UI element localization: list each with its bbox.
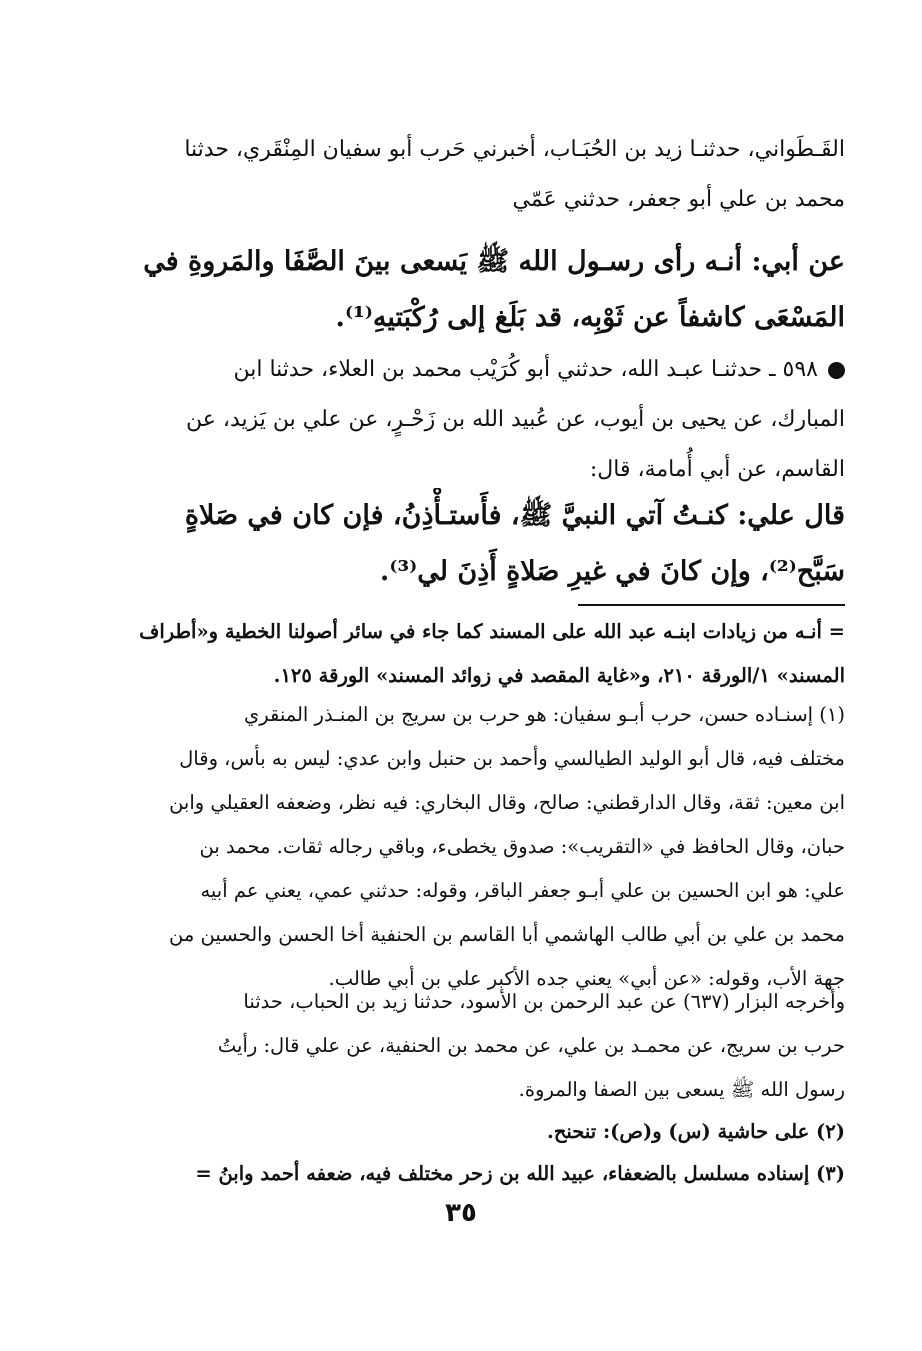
footnote-line: المسند» ١/الورقة ٢١٠، و«غاية المقصد في زوائد المسند» الورقة ١٢٥. xyxy=(273,664,845,687)
footnote-line: (٢) على حاشية (س) و(ص): تنحنح. xyxy=(547,1120,845,1143)
text-line: القاسم، عن أبي أُمامة، قال: xyxy=(589,457,845,482)
text-line: المَسْعَى كاشفاً عن ثَوْبِه، قد بَلَغ إلى رُكْبَتيهِ⁽¹⁾. xyxy=(335,302,845,333)
footnote-line: مختلف فيه، قال أبو الوليد الطيالسي وأحمد بن حنبل وابن عدي: ليس به بأس، وقال xyxy=(179,747,845,770)
footnote-line: = أنـه من زيادات ابنـه عبد الله على المسند كما جاء في سائر أصولنا الخطية و«أطراف xyxy=(139,620,845,643)
footnote-1 xyxy=(130,693,845,1001)
footnote-line: رسول الله ﷺ يسعى بين الصفا والمروة. xyxy=(518,1078,845,1101)
text-line: المبارك، عن يحيى بن أيوب، عن عُبيد الله بن زَحْـرٍ، عن علي بن يَزيد، عن xyxy=(186,407,845,432)
text-line xyxy=(130,345,845,395)
footnote-continued xyxy=(130,610,845,698)
footnote-3 xyxy=(130,1152,845,1196)
footnote-divider xyxy=(578,604,845,606)
footnote-2 xyxy=(130,1110,845,1154)
hadith-text-1 xyxy=(130,234,845,346)
hadith-598-isnad xyxy=(130,345,845,495)
footnote-line: (١) إسنـاده حسن، حرب أبـو سفيان: هو حرب بن سريج بن المنـذر المنقري xyxy=(243,703,845,726)
text-line: محمد بن علي أبو جعفر، حدثني عَمّي xyxy=(512,187,845,212)
footnote-line: محمد بن علي بن أبي طالب الهاشمي أبا القاسم بن الحنفية أخا الحسن والحسين من xyxy=(169,923,845,946)
hadith-text-2 xyxy=(130,488,845,600)
intro-isnad xyxy=(130,125,845,225)
footnote-line: (٣) إسناده مسلسل بالضعفاء، عبيد الله بن زحر مختلف فيه، ضعفه أحمد وابنُ = xyxy=(195,1162,845,1185)
footnote-line: جهة الأب، وقوله: «عن أبي» يعني جده الأكبر علي بن أبي طالب. xyxy=(328,967,845,990)
bullet-icon xyxy=(828,362,845,379)
text-line: القَـطَواني، حدثنـا زيد بن الحُبَـاب، أخبرني حَرب أبو سفيان المِنْقَري، حدثنا xyxy=(184,137,845,162)
footnote-line: علي: هو ابن الحسين بن علي أبـو جعفر الباقر، وقوله: حدثني عمي، يعني عم أبيه xyxy=(200,879,845,902)
footnote-line: ابن معين: ثقة، وقال الدارقطني: صالح، وقال البخاري: فيه نظر، وضعفه العقيلي وابن xyxy=(169,791,845,814)
page-number: ٣٥ xyxy=(445,1198,477,1228)
footnote-line: حبان، وقال الحافظ في «التقريب»: صدوق يخطىء، وباقي رجاله ثقات. محمد بن xyxy=(199,835,845,858)
text-line: قال علي: كنـتُ آتي النبيَّ ﷺ، فأَستـأْذِنُ، فإن كان في صَلاةٍ xyxy=(184,500,845,531)
text-line: سَبَّح⁽²⁾، وإن كانَ في غيرِ صَلاةٍ أَذِنَ لي⁽³⁾. xyxy=(379,556,845,587)
footnote-line: حرب بن سريج، عن محمـد بن علي، عن محمد بن الحنفية، عن علي قال: رأيتُ xyxy=(217,1034,845,1057)
text-line: عن أبي: أنـه رأى رسـول الله ﷺ يَسعى بينَ الصَّفَا والمَروةِ في xyxy=(143,246,845,277)
footnote-line: وأخرجه البزار (٦٣٧) عن عبد الرحمن بن الأسود، حدثنا زيد بن الحباب، حدثنا xyxy=(243,990,845,1013)
hadith-number-line: ٥٩٨ ـ حدثنـا عبـد الله، حدثني أبو كُرَيْب محمد بن العلاء، حدثنا ابن xyxy=(233,357,818,382)
footnote-1-continued xyxy=(130,980,845,1112)
